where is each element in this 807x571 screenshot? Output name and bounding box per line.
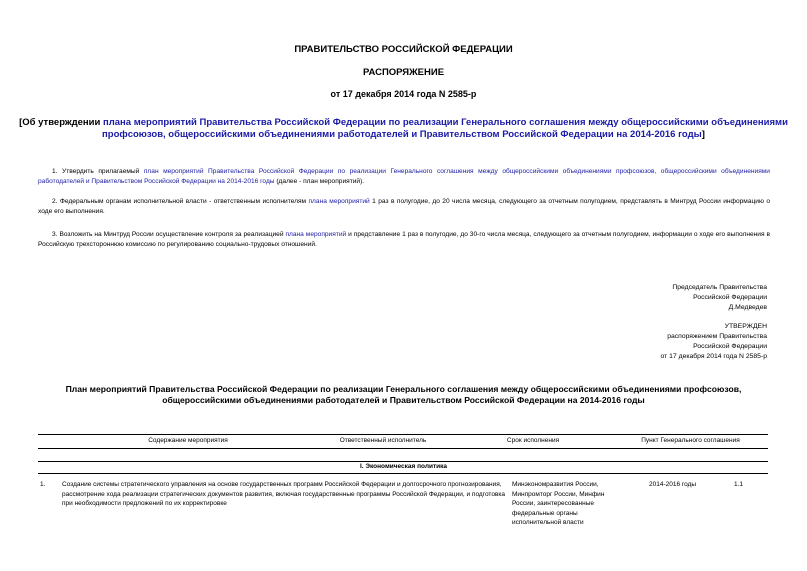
approved-line: Российской Федерации bbox=[693, 343, 767, 350]
subject-suffix: ] bbox=[701, 129, 705, 140]
section-heading: I. Экономическая политика bbox=[359, 463, 448, 470]
table-header bbox=[38, 434, 768, 449]
paragraph-1 bbox=[38, 167, 770, 187]
row-term: 2014-2016 годы bbox=[649, 481, 697, 488]
document-subject bbox=[0, 117, 807, 141]
divider bbox=[38, 461, 768, 462]
col-header-term: Срок исполнения bbox=[506, 437, 560, 444]
plan-link[interactable]: план мероприятий Правительства Российской Федерации по реализации Генерального соглашения между общероссийскими объединениями профсоюзов, общероссийскими объединениями работодателей и Правительством Российской Федерации на 2014-2016 годы bbox=[38, 168, 770, 185]
paragraph-text: 1 раз в полугодие, до 20 числа месяца, следующего за отчетным полугодием, представлять в Минтруд России информацию о ходе его выполнения. bbox=[38, 198, 770, 215]
plan-link[interactable]: плана мероприятий bbox=[308, 198, 370, 205]
paragraph-text: (далее - план мероприятий). bbox=[274, 178, 365, 185]
divider bbox=[38, 473, 768, 474]
document-date-number: от 17 декабря 2014 года N 2585-р bbox=[330, 89, 477, 99]
signature-line: Председатель Правительства bbox=[672, 284, 767, 291]
row-content: Создание системы стратегического управления на основе государственных программ Российской Федерации и долгосрочного прогнозирования, рассмотрение хода реализации стратегических документов развития, включая государственные программы Российской Федерации, и подготовка при необходимости предложений по их корректировке bbox=[62, 481, 505, 507]
paragraph-text: и представление 1 раз в полугодие, до 30-го числа месяца, следующего за отчетным полугодием, информации о ходе его выполнения в Российскую трехстороннюю комиссию по регулированию социально-трудовых отношений. bbox=[38, 231, 770, 248]
document-type: РАСПОРЯЖЕНИЕ bbox=[362, 67, 445, 78]
government-title: ПРАВИТЕЛЬСТВО РОССИЙСКОЙ ФЕДЕРАЦИИ bbox=[294, 44, 513, 55]
signature-line: Российской Федерации bbox=[693, 294, 767, 301]
row-number: 1. bbox=[40, 481, 46, 488]
row-executor: Минэкономразвития России, Минпромторг России, Минфин России, заинтересованные федеральные органы исполнительной власти bbox=[512, 481, 605, 526]
subject-prefix: [Об утверждении bbox=[19, 117, 103, 128]
approved-line: УТВЕРЖДЕН bbox=[724, 323, 767, 330]
approved-line: от 17 декабря 2014 года N 2585-р bbox=[660, 353, 767, 360]
col-header-content: Содержание мероприятия bbox=[148, 437, 228, 444]
approved-block bbox=[661, 322, 767, 362]
signature-line: Д.Медведев bbox=[728, 304, 767, 311]
paragraph-text: 3. Возложить на Минтруд России осуществление контроля за реализацией bbox=[52, 231, 286, 238]
signature-block bbox=[672, 283, 767, 313]
subject-link[interactable]: плана мероприятий Правительства Российской Федерации по реализации Генерального соглашения между общероссийскими объединениями профсоюзов, общероссийскими объединениями работодателей и Правительством Российской Федерации на 2014-2016 годы bbox=[102, 117, 788, 140]
col-header-clause: Пункт Генерального соглашения bbox=[641, 437, 740, 444]
plan-title: План мероприятий Правительства Российской Федерации по реализации Генерального соглашения между общероссийскими объединениями профсоюзов, общероссийскими объединениями работодателей и Правительством Российской Федерации на 2014-2016 годы bbox=[65, 384, 742, 405]
row-clause: 1.1 bbox=[734, 481, 744, 488]
paragraph-2 bbox=[38, 197, 770, 217]
paragraph-3 bbox=[38, 230, 770, 250]
approved-line: распоряжением Правительства bbox=[667, 333, 767, 340]
col-header-executor: Ответственный исполнитель bbox=[339, 437, 427, 444]
paragraph-text: 2. Федеральным органам исполнительной власти - ответственным исполнителям bbox=[52, 198, 309, 205]
plan-link[interactable]: плана мероприятий bbox=[285, 231, 347, 238]
paragraph-text: 1. Утвердить прилагаемый bbox=[52, 168, 144, 175]
